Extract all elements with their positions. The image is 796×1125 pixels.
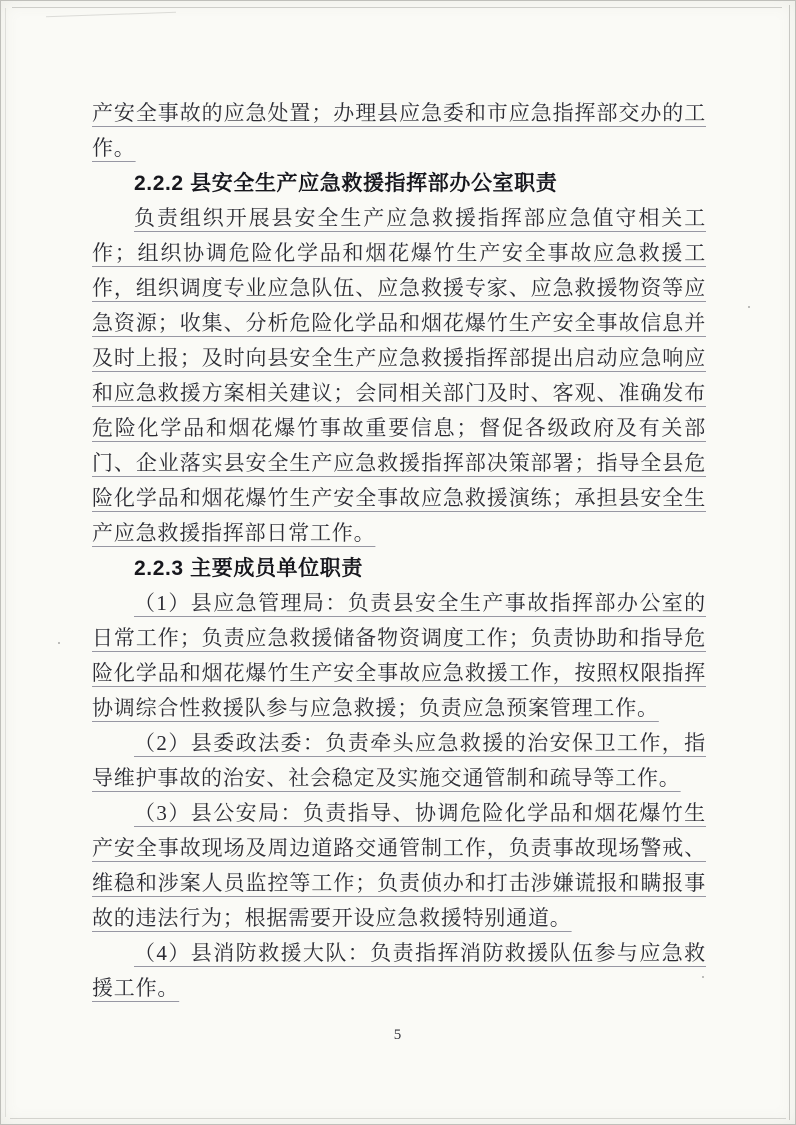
paragraph-office-duties: 负责组织开展县安全生产应急救援指挥部应急值守相关工作；组织协调危险化学品和烟花爆竹生产安全事故应急救援工作，组织调度专业应急队伍、应急救援专家、应急救援物资等应急资源；收集、分析危险化学品和烟花爆竹生产安全事故信息并及时上报；及时向县安全生产应急救援指挥部提出启动应急响应和应急救援方案相关建议；会同相关部门及时、客观、准确发布危险化学品和烟花爆竹事故重要信息；督促各级政府及有关部门、企业落实县安全生产应急救援指挥部决策部署；指导全县危险化学品和烟花爆竹生产安全事故应急救援演练；承担县安全生产应急救援指挥部日常工作。	[92, 206, 706, 545]
paragraph-member-unit-2: （2）县委政法委：负责牵头应急救援的治安保卫工作，指导维护事故的治安、社会稳定及实施交通管制和疏导等工作。	[92, 731, 706, 790]
section-heading-2-2-2: 2.2.2 县安全生产应急救援指挥部办公室职责	[134, 172, 558, 195]
scan-noise-speck	[58, 642, 60, 644]
scan-edge-artifact-right	[789, 5, 790, 1120]
scan-edge-artifact-bottom	[10, 1118, 786, 1119]
paragraph-continuation: 产安全事故的应急处置；办理县应急委和市应急指挥部交办的工作。	[92, 101, 706, 160]
scan-scratch-artifact	[46, 12, 176, 18]
section-heading-2-2-3: 2.2.3 主要成员单位职责	[134, 557, 363, 580]
paragraph-member-unit-3: （3）县公安局：负责指导、协调危险化学品和烟花爆竹生产安全事故现场及周边道路交通管制工作，负责事故现场警戒、维稳和涉案人员监控等工作；负责侦办和打击涉嫌谎报和瞒报事故的违法行为；根据需要开设应急救援特别通道。	[92, 801, 706, 930]
scan-noise-speck	[748, 306, 750, 308]
scan-edge-artifact-left	[5, 8, 6, 1117]
paragraph-member-unit-1: （1）县应急管理局：负责县安全生产事故指挥部办公室的日常工作；负责应急救援储备物资调度工作；负责协助和指导危险化学品和烟花爆竹生产安全事故应急救援工作，按照权限指挥协调综合性救援队参与应急救援；负责应急预案管理工作。	[92, 591, 706, 720]
scan-edge-artifact-top	[12, 7, 782, 8]
paragraph-member-unit-4: （4）县消防救援大队：负责指挥消防救援队伍参与应急救援工作。	[92, 941, 706, 1000]
page-number: 5	[393, 1027, 403, 1043]
document-body	[92, 96, 706, 1006]
